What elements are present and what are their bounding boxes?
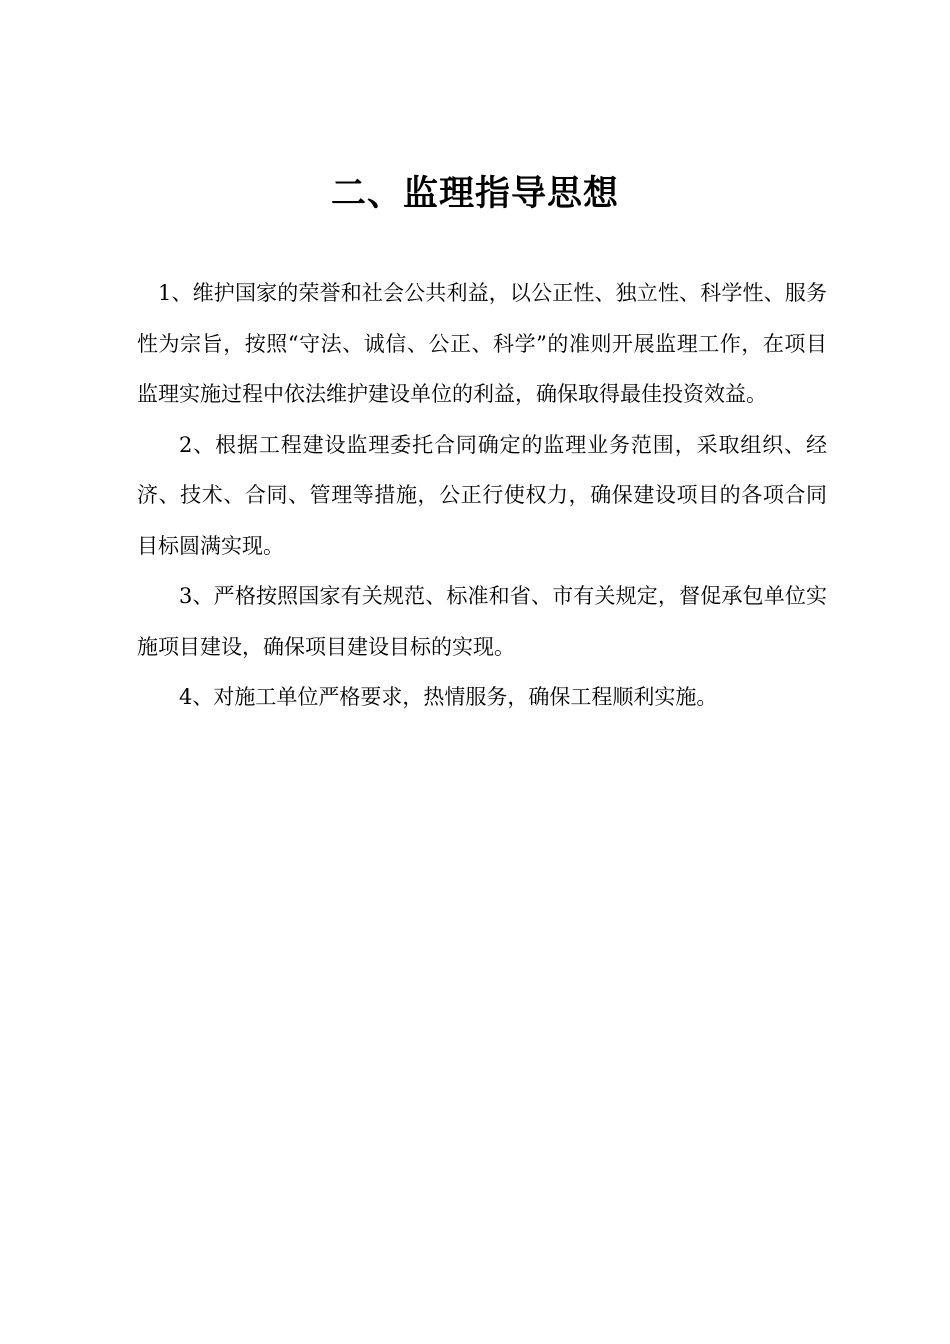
paragraph-2: 2、根据工程建设监理委托合同确定的监理业务范围，采取组织、经济、技术、合同、管理等措施，公正行使权力，确保建设项目的各项合同目标圆满实现。 xyxy=(137,432,827,558)
document-body xyxy=(137,268,827,723)
paragraph-3: 3、严格按照国家有关规范、标准和省、市有关规定，督促承包单位实施项目建设，确保项目建设目标的实现。 xyxy=(137,584,827,659)
section-title: 二、监理指导思想 xyxy=(330,174,619,214)
paragraph-1: 1、维护国家的荣誉和社会公共利益，以公正性、独立性、科学性、服务性为宗旨，按照“守法、诚信、公正、科学”的准则开展监理工作，在项目监理实施过程中依法维护建设单位的利益，确保取得最佳投资效益。 xyxy=(137,281,827,406)
paragraph-4: 4、对施工单位严格要求，热情服务，确保工程顺利实施。 xyxy=(179,685,718,709)
